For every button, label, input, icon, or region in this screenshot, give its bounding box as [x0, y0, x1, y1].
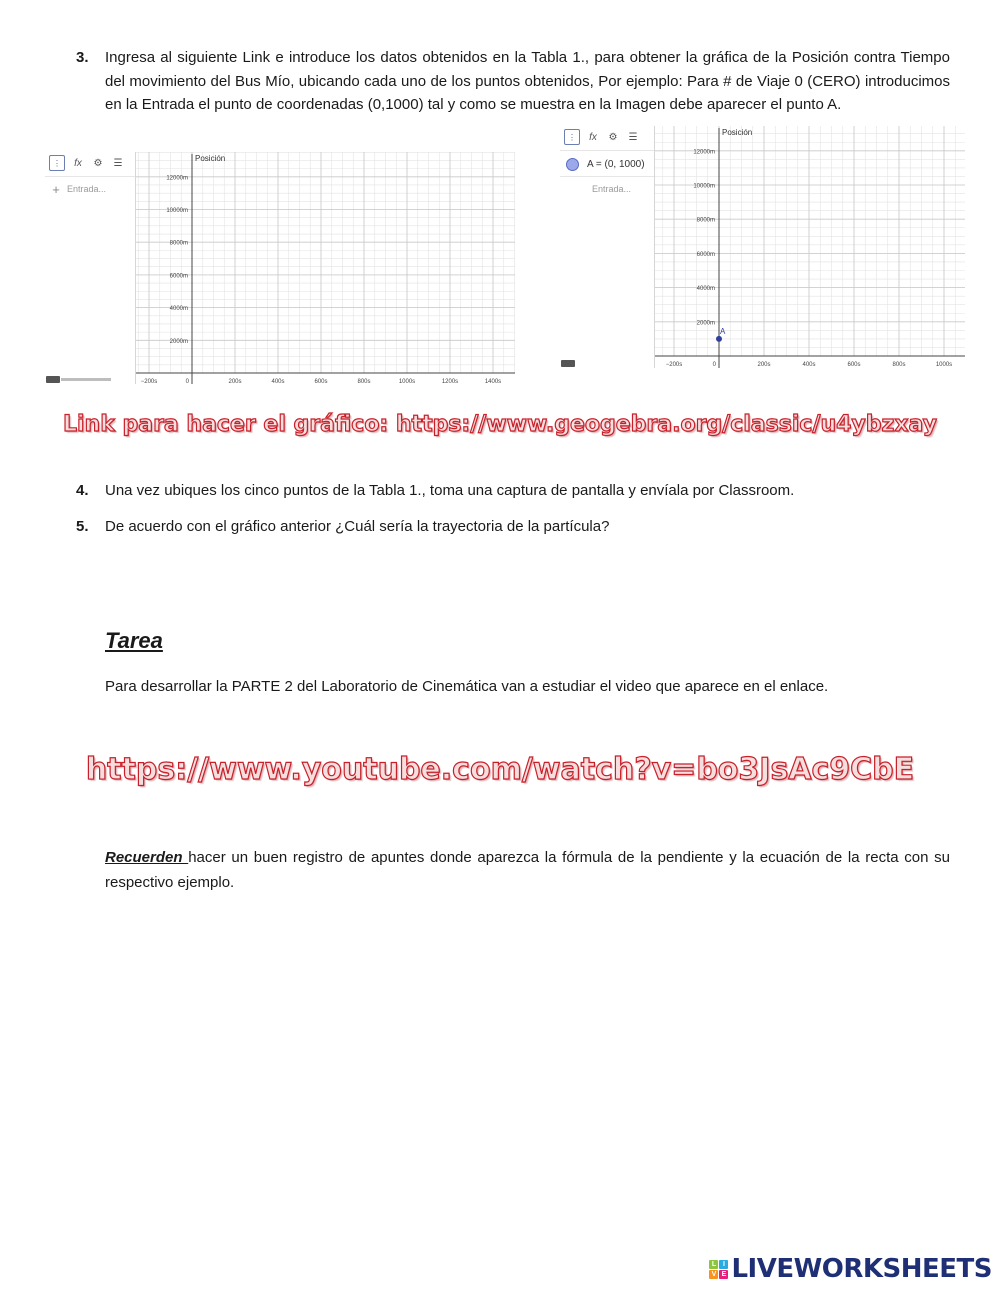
fx-icon: fx [74, 157, 82, 169]
x-tick-label: 800s [357, 379, 371, 384]
y-axis-title: Posición [195, 154, 226, 163]
x-tick-label: 800s [892, 362, 906, 368]
input-placeholder: Entrada... [67, 184, 107, 194]
x-tick-label: 600s [847, 362, 861, 368]
x-tick-label: 400s [271, 379, 285, 384]
point-color-icon[interactable] [566, 158, 579, 171]
x-tick-label: 200s [757, 362, 771, 368]
y-tick-label: 2000m [696, 320, 715, 327]
item-4 [76, 479, 950, 503]
logo-icon-cell: L [709, 1260, 718, 1269]
x-tick-label: 0 [712, 362, 716, 368]
tarea-heading: Tarea [105, 628, 163, 653]
y-tick-label: 4000m [169, 306, 188, 313]
graphics-view [136, 152, 515, 384]
geogebra-link[interactable]: Link para hacer el gráfico: https://www.geogebra.org/classic/u4ybzxay [62, 412, 938, 437]
point-label: A [720, 326, 726, 336]
x-tick-label: −200s [140, 379, 158, 384]
item-3 [76, 46, 950, 117]
algebra-view-icon: ⋮ [49, 155, 65, 171]
sort-icon: ☰ [113, 157, 123, 169]
item-number: 5. [76, 518, 89, 535]
x-tick-label: 200s [228, 379, 242, 384]
reminder-text: hacer un buen registro de apuntes donde aparezca la fórmula de la pendiente y la ecuación de la recta con su respectivo ejemplo. [105, 849, 950, 891]
y-tick-label: 6000m [696, 251, 715, 258]
algebra-panel [560, 126, 655, 368]
x-tick-label: 0 [185, 379, 189, 384]
logo-text: LIVEWORKSHEETS [731, 1254, 992, 1284]
logo-icon-cell: E [719, 1270, 728, 1279]
y-tick-label: 12000m [166, 175, 188, 182]
y-tick-label: 4000m [696, 286, 715, 293]
item-number: 4. [76, 482, 89, 499]
x-tick-label: 1400s [484, 379, 502, 384]
y-tick-label: 10000m [166, 208, 188, 214]
scrollbar[interactable] [61, 378, 111, 381]
x-tick-label: 600s [314, 379, 328, 384]
graph-right-svg [655, 126, 965, 368]
item-text: De acuerdo con el gráfico anterior ¿Cuál sería la trayectoria de la partícula? [105, 518, 610, 535]
algebra-view-icon: ⋮ [564, 129, 580, 145]
point-a [716, 336, 722, 342]
panel-bottom [45, 374, 135, 384]
y-tick-label: 8000m [696, 217, 715, 224]
youtube-link[interactable]: https://www.youtube.com/watch?v=bo3JsAc9CbE [85, 752, 915, 787]
fx-icon: fx [589, 131, 597, 143]
input-row[interactable] [45, 176, 135, 201]
keyboard-icon[interactable] [561, 360, 575, 367]
x-tick-label: 1200s [441, 379, 459, 384]
logo-icon-cell: I [719, 1260, 728, 1269]
y-tick-label: 10000m [693, 183, 715, 190]
item-number: 3. [76, 49, 89, 66]
expression-text: A = (0, 1000) [587, 158, 645, 170]
reminder-emphasis: Recuerden [105, 849, 189, 866]
x-tick-label: 400s [802, 362, 816, 368]
plus-icon: + [52, 181, 60, 197]
logo-icon [709, 1260, 728, 1279]
y-tick-label: 6000m [169, 273, 188, 280]
item-text: Ingresa al siguiente Link e introduce los datos obtenidos en la Tabla 1., para obtener la gráfica de la Posición contra Tiempo del movimiento del Bus Mío, ubicando cada uno de los puntos obtenidos, Por ejemplo: Para # de Viaje 0 (CERO) introducimos en la Entrada el punto de coordenadas (0,1000) tal y como se muestra en la Imagen debe aparecer el punto A. [105, 49, 950, 113]
graph-left-svg [136, 152, 515, 384]
x-tick-label: −200s [665, 362, 683, 368]
geogebra-screenshot-empty [45, 152, 515, 384]
graphics-view [655, 126, 965, 368]
y-axis-title: Posición [722, 128, 753, 137]
panel-bottom [560, 358, 654, 368]
x-tick-label: 1000s [398, 379, 416, 384]
item-5 [76, 515, 950, 539]
algebra-panel [45, 152, 136, 384]
tarea-text: Para desarrollar la PARTE 2 del Laboratorio de Cinemática van a estudiar el video que aparece en el enlace. [105, 678, 829, 695]
liveworksheets-logo [709, 1254, 992, 1284]
y-tick-label: 8000m [169, 240, 188, 247]
gear-icon: ⚙ [93, 157, 103, 169]
sort-icon: ☰ [628, 131, 638, 143]
y-tick-label: 2000m [169, 338, 188, 345]
algebra-toolbar [560, 126, 654, 148]
y-tick-label: 12000m [693, 149, 715, 156]
input-placeholder: Entrada... [592, 184, 632, 194]
item-text: Una vez ubiques los cinco puntos de la Tabla 1., toma una captura de pantalla y envíala por Classroom. [105, 482, 795, 499]
input-row[interactable] [560, 176, 654, 201]
expression-row[interactable] [560, 150, 654, 177]
reminder-paragraph [105, 845, 950, 895]
keyboard-icon[interactable] [46, 376, 60, 383]
x-tick-label: 1000s [935, 362, 953, 368]
algebra-toolbar [45, 152, 135, 174]
gear-icon: ⚙ [608, 131, 618, 143]
logo-icon-cell: V [709, 1270, 718, 1279]
geogebra-screenshot-point [560, 126, 965, 368]
